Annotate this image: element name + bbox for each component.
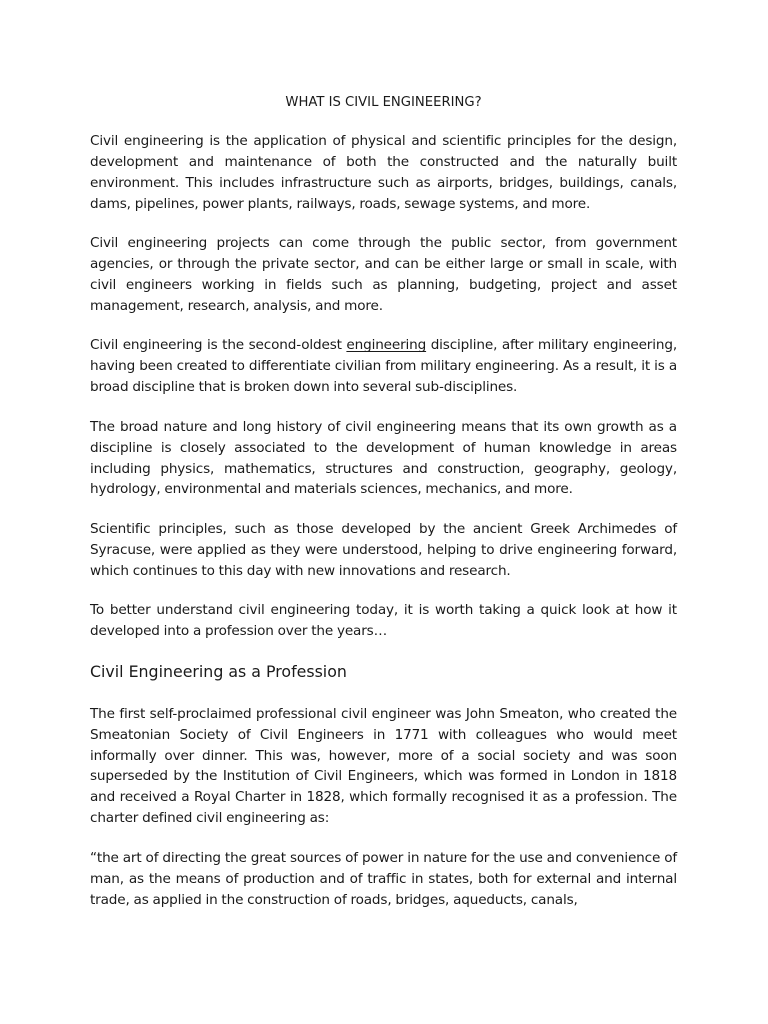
paragraph-second-oldest [90, 335, 677, 398]
document-title: WHAT IS CIVIL ENGINEERING? [285, 95, 482, 110]
engineering-link[interactable]: engineering [346, 337, 427, 354]
paragraph-definition: Civil engineering is the application of physical and scientific principles for the design, development and maintenance of both the constructed and the naturally built environment. This includes infrastructure such as airports, bridges, buildings, canals, dams, pipelines, power plants, railways, roads, sewage systems, and more. [90, 133, 677, 212]
paragraph-broad-nature: The broad nature and long history of civil engineering means that its own growth as a discipline is closely associated to the development of human knowledge in areas including physics, mathematics, structures and construction, geography, geology, hydrology, environmental and materials sciences, mechanics, and more. [90, 418, 677, 498]
paragraph-sectors: Civil engineering projects can come through the public sector, from government agencies, or through the private sector, and can be either large or small in scale, with civil engineers working in fields such as planning, budgeting, project and asset management, research, analysis, and more. [90, 235, 677, 314]
document-page [90, 92, 677, 929]
paragraph-text: discipline, after military engineering, having been created to differentiate civilian from military engineering. As a result, it is a broad discipline that is broken down into several sub-disciplines. [90, 337, 677, 396]
section-heading: Civil Engineering as a Profession [90, 661, 347, 681]
paragraph-charter-quote: “the art of directing the great sources of power in nature for the use and convenience of man, as the means of production and of traffic in states, both for external and internal trade, as applied in the construction of roads, bridges, aqueducts, canals, [90, 849, 677, 908]
paragraph-understand-today: To better understand civil engineering today, it is worth taking a quick look at how it developed into a profession over the years… [90, 602, 677, 640]
paragraph-text: Civil engineering is the second-oldest [90, 337, 347, 354]
paragraph-smeaton: The first self-proclaimed professional civil engineer was John Smeaton, who created the Smeatonian Society of Civil Engineers in 1771 with colleagues who would meet informally over dinner. This was, however, more of a social society and was soon superseded by the Institution of Civil Engineers, which was formed in London in 1818 and received a Royal Charter in 1828, which formally recognised it as a profession. The charter defined civil engineering as: [90, 705, 677, 827]
paragraph-scientific-principles: Scientific principles, such as those developed by the ancient Greek Archimedes of Syracuse, were applied as they were understood, helping to drive engineering forward, which continues to this day with new innovations and research. [90, 520, 677, 579]
